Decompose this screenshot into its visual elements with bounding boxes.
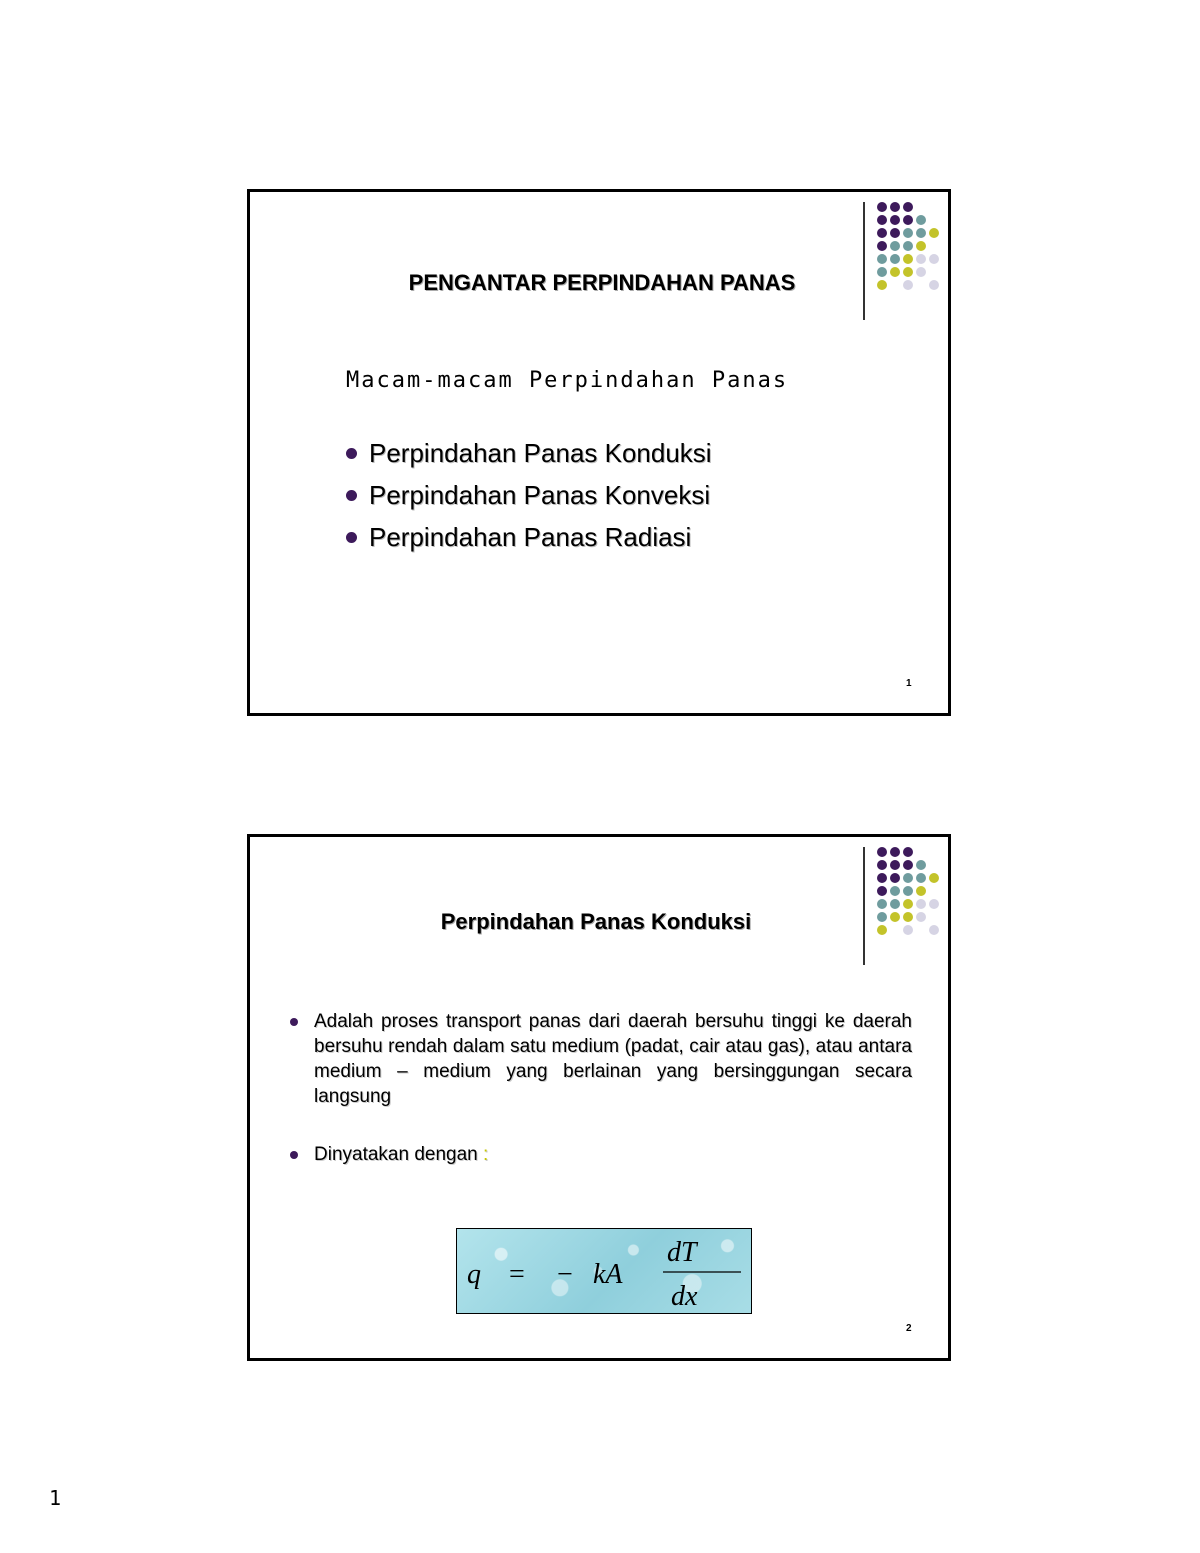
decorative-dot bbox=[903, 202, 913, 212]
decorative-dot bbox=[903, 228, 913, 238]
decorative-dot bbox=[877, 215, 887, 225]
slide-title: PENGANTAR PERPINDAHAN PANAS bbox=[408, 270, 796, 295]
bullet-list bbox=[346, 432, 712, 558]
slide-page-number: 2 bbox=[906, 1323, 912, 1334]
decorative-dot bbox=[890, 886, 900, 896]
slide-1 bbox=[247, 189, 951, 716]
definition-paragraph bbox=[290, 1009, 912, 1109]
decorative-dot bbox=[890, 254, 900, 264]
decorative-dot bbox=[903, 241, 913, 251]
decorative-dot bbox=[929, 254, 939, 264]
decorative-dot bbox=[890, 215, 900, 225]
decorative-dot bbox=[903, 899, 913, 909]
dot-grid-decoration bbox=[877, 847, 947, 952]
decorative-dot bbox=[890, 241, 900, 251]
formula-numerator: dT bbox=[667, 1237, 697, 1268]
definition-text: Adalah proses transport panas dari daerah bersuhu tinggi ke daerah bersuhu rendah dalam satu medium (padat, cair atau gas), atau antara medium – medium yang berlainan yang bersinggungan secara langsung bbox=[314, 1011, 912, 1107]
bullet-item: Perpindahan Panas Konveksi bbox=[346, 474, 712, 516]
formula-coefficient: kA bbox=[593, 1259, 623, 1290]
decorative-dot bbox=[890, 873, 900, 883]
decorative-dot bbox=[903, 886, 913, 896]
decorative-dot bbox=[903, 215, 913, 225]
decorative-dot bbox=[890, 899, 900, 909]
slide-subtitle: Macam-macam Perpindahan Panas bbox=[346, 368, 789, 393]
statement-paragraph bbox=[290, 1142, 912, 1167]
decorative-dot bbox=[903, 254, 913, 264]
statement-text: Dinyatakan dengan bbox=[314, 1144, 478, 1165]
decorative-dot bbox=[877, 860, 887, 870]
decorative-dot bbox=[929, 873, 939, 883]
statement-colon: : bbox=[483, 1144, 489, 1165]
bullet-icon bbox=[290, 1018, 298, 1026]
decorative-dot bbox=[890, 847, 900, 857]
bullet-icon bbox=[346, 448, 357, 459]
bullet-item: Perpindahan Panas Radiasi bbox=[346, 516, 712, 558]
decorative-dot bbox=[929, 228, 939, 238]
decorative-dot bbox=[890, 860, 900, 870]
bullet-icon bbox=[290, 1151, 298, 1159]
decorative-dot bbox=[903, 860, 913, 870]
decorative-dot bbox=[877, 873, 887, 883]
decorative-dot bbox=[916, 228, 926, 238]
decorative-dot bbox=[890, 202, 900, 212]
formula-equals: = bbox=[509, 1259, 525, 1290]
formula-svg bbox=[457, 1229, 752, 1314]
formula-lhs: q bbox=[467, 1259, 481, 1290]
decorative-dot bbox=[916, 241, 926, 251]
formula-denominator: dx bbox=[671, 1281, 698, 1312]
decorative-dot bbox=[916, 254, 926, 264]
decorative-dot bbox=[903, 873, 913, 883]
decorative-dot bbox=[916, 899, 926, 909]
bullet-icon bbox=[346, 490, 357, 501]
formula-box bbox=[456, 1228, 752, 1314]
sheet-page-number: 1 bbox=[49, 1486, 62, 1510]
decorative-dot bbox=[916, 873, 926, 883]
decorative-dot bbox=[877, 241, 887, 251]
slide-page-number: 1 bbox=[906, 678, 912, 689]
bullet-item: Perpindahan Panas Konduksi bbox=[346, 432, 712, 474]
decorative-dot bbox=[877, 899, 887, 909]
decorative-dot bbox=[916, 886, 926, 896]
decorative-dot bbox=[890, 228, 900, 238]
decorative-dot bbox=[916, 860, 926, 870]
decorative-dot bbox=[877, 254, 887, 264]
bullet-icon bbox=[346, 532, 357, 543]
formula-minus: − bbox=[557, 1259, 573, 1290]
divider-line bbox=[863, 202, 865, 320]
slide-2 bbox=[247, 834, 951, 1361]
slide-title: Perpindahan Panas Konduksi bbox=[440, 909, 752, 934]
decorative-dot bbox=[903, 847, 913, 857]
decorative-dot bbox=[877, 228, 887, 238]
decorative-dot bbox=[877, 886, 887, 896]
decorative-dot bbox=[877, 202, 887, 212]
divider-line bbox=[863, 847, 865, 965]
decorative-dot bbox=[877, 847, 887, 857]
decorative-dot bbox=[929, 899, 939, 909]
decorative-dot bbox=[916, 215, 926, 225]
